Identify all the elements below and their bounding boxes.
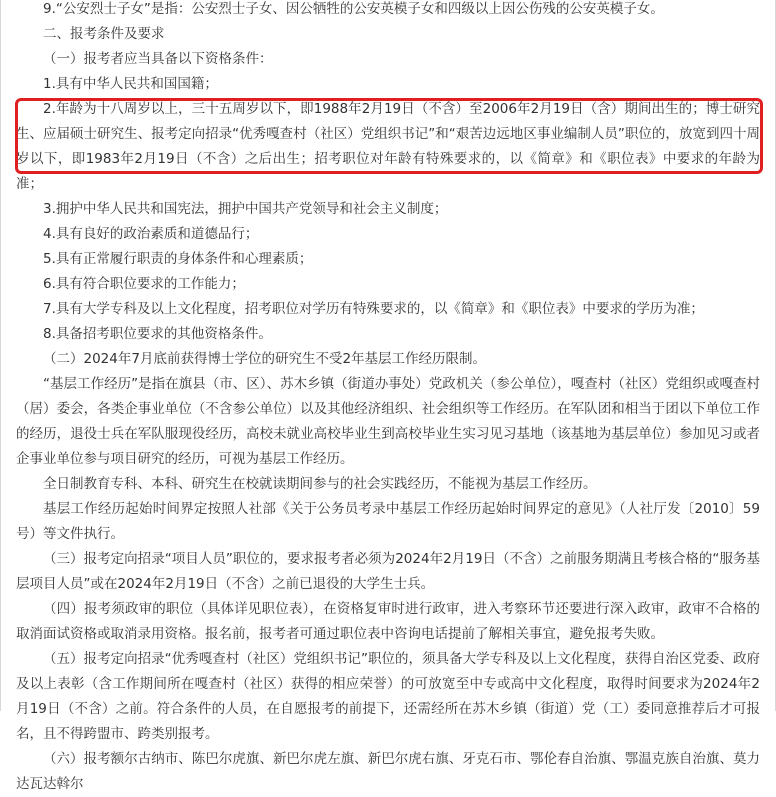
grassroots-definition: “基层工作经历”是指在旗县（市、区）、苏木乡镇（街道办事处）党政机关（参公单位），嘎查村（社区）党组织或嘎查村（居）委会，各类企事业单位（不含参公单位）以及其他经济组织、社会组织等工作经历。在军队团和相当于团以下单位工作的经历，退役士兵在军队服现役经历，高校未就业高校毕业生到高校毕业生实习见习基地（该基地为基层单位）参加见习或者企事业单位参与项目研究的经历，可视为基层工作经历。: [16, 376, 760, 467]
section-title: 二、报考条件及要求: [43, 26, 165, 42]
subsection-project-staff: （三）报考定向招录“项目人员”职位的，要求报考者必须为2024年2月19日（不含）之前服务期满且考核合格的“服务基层项目人员”或在2024年2月19日（不含）之前已退役的大学生士兵。: [16, 551, 760, 592]
requirement-item-8: 8.具备招考职位要求的其他资格条件。: [43, 326, 272, 342]
requirement-item-2: 2.年龄为十八周岁以上，三十五周岁以下，即1988年2月19日（不含）至2006年2月19日（含）期间出生的；博士研究生、应届硕士研究生、报考定向招录“优秀嘎查村（社区）党组织书记”和“艰苦边远地区事业编制人员”职位的，放宽到四十周岁以下，即1983年2月19日（不含）之后出生；招考职位对年龄有特殊要求的，以《简章》和《职位表》中要求的年龄为准；: [16, 101, 760, 192]
requirement-item-4: 4.具有良好的政治素质和道德品行；: [43, 226, 259, 242]
requirement-item-7: 7.具有大学专科及以上文化程度，招考职位对学历有特殊要求的，以《简章》和《职位表》中要求的学历为准；: [43, 301, 704, 317]
subsection-intro: （一）报考者应当具备以下资格条件：: [43, 51, 273, 67]
subsection-doctorate: （二）2024年7月底前获得博士学位的研究生不受2年基层工作经历限制。: [43, 351, 487, 367]
requirement-item-3: 3.拥护中华人民共和国宪法，拥护中国共产党领导和社会主义制度；: [43, 201, 448, 217]
line-martyr-definition: 9.“公安烈士子女”是指：公安烈士子女、因公牺牲的公安英模子女和四级以上因公伤残的公安英模子女。: [43, 1, 664, 17]
requirement-item-1: 1.具有中华人民共和国国籍；: [43, 76, 218, 92]
page-edge-left: [0, 0, 1, 711]
subsection-political-review: （四）报考须政审的职位（具体详见职位表），在资格复审时进行政审，进入考察环节还要进行深入政审，政审不合格的取消面试资格或取消录用资格。报名前，报考者可通过职位表中咨询电话提前了解相关事宜，避免报考失败。: [16, 601, 760, 642]
age-requirement-highlight-box: [15, 98, 763, 174]
subsection-village-secretary: （五）报考定向招录“优秀嘎查村（社区）党组织书记”职位的，须具备大学专科及以上文化程度，获得自治区党委、政府及以上表彰（含工作期间所在嘎查村（社区）获得的相应荣誉）的可放宽至中专或高中文化程度，取得时间要求为2024年2月19日（不含）之前。符合条件的人员，在自愿报考的前提下，还需经所在苏木乡镇（街道）党（工）委同意推荐后才可报名，且不得跨盟市、跨类别报考。: [16, 651, 760, 742]
requirement-item-5: 5.具有正常履行职责的身体条件和心理素质；: [43, 251, 313, 267]
start-time-note: 基层工作经历起始时间界定按照人社部《关于公务员考录中基层工作经历起始时间界定的意见》（人社厅发〔2010〕59号）等文件执行。: [16, 501, 760, 542]
requirement-item-6: 6.具有符合职位要求的工作能力；: [43, 276, 245, 292]
subsection-six-partial: （六）报考额尔古纳市、陈巴尔虎旗、新巴尔虎左旗、新巴尔虎右旗、牙克石市、鄂伦春自治旗、鄂温克族自治旗、莫力达瓦达斡尔: [16, 751, 760, 792]
fulltime-note: 全日制教育专科、本科、研究生在校就读期间参与的社会实践经历，不能视为基层工作经历。: [43, 476, 597, 492]
